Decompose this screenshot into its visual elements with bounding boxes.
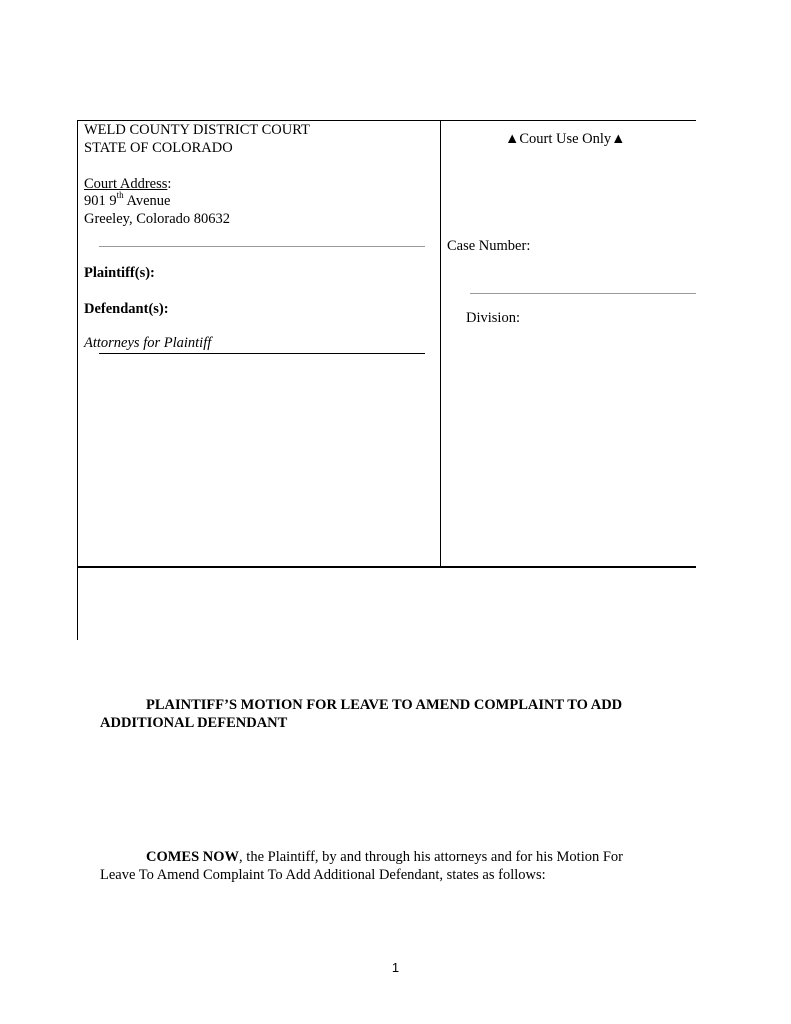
court-name: WELD COUNTY DISTRICT COURT — [84, 122, 310, 138]
address-street: Avenue — [123, 193, 171, 209]
motion-body-paragraph — [100, 848, 663, 884]
court-address-heading — [84, 175, 171, 193]
attorneys-underline — [99, 353, 425, 354]
caption-bottom-border — [77, 566, 696, 568]
court-street-address — [84, 192, 170, 210]
court-address-label: Court Address — [84, 176, 168, 192]
division-label: Division: — [466, 310, 520, 326]
attorneys-label: Attorneys for Plaintiff — [84, 335, 212, 351]
caption-left-border — [77, 120, 78, 640]
court-city-address: Greeley, Colorado 80632 — [84, 211, 231, 227]
left-separator-line — [99, 246, 425, 247]
court-address-colon: : — [167, 176, 172, 192]
motion-title — [100, 696, 663, 732]
case-number-label: Case Number: — [447, 238, 531, 254]
plaintiff-label: Plaintiff(s): — [84, 265, 155, 281]
page-number: 1 — [391, 960, 400, 975]
court-use-only-label: ▲Court Use Only▲ — [505, 131, 626, 147]
address-number: 901 9 — [84, 193, 117, 209]
defendant-label: Defendant(s): — [84, 301, 169, 317]
body-paragraph-line-2: Leave To Amend Complaint To Add Additional Defendant, states as follows: — [100, 867, 546, 883]
body-paragraph-line-1 — [100, 848, 663, 866]
address-ordinal-suffix: th — [116, 190, 124, 201]
caption-middle-divider — [440, 120, 441, 567]
lead-in-phrase: COMES NOW — [146, 849, 240, 865]
motion-title-line-1: PLAINTIFF’S MOTION FOR LEAVE TO AMEND COMPLAINT TO ADD — [146, 697, 623, 713]
case-number-line — [470, 293, 696, 294]
body-line-1-text: , the Plaintiff, by and through his attorneys and for his Motion For — [239, 849, 623, 865]
motion-title-line-2: ADDITIONAL DEFENDANT — [100, 715, 288, 731]
court-state: STATE OF COLORADO — [84, 140, 233, 156]
